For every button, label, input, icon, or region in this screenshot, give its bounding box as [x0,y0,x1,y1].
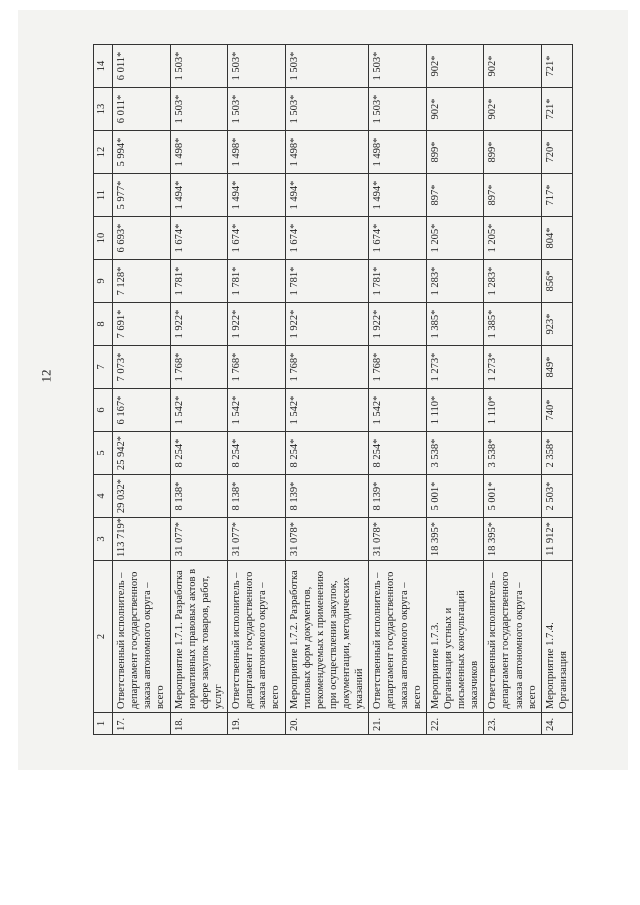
value-cell: 902* [484,45,542,88]
value-cell: 1 781* [285,260,369,303]
value-cell: 8 139* [285,475,369,518]
value-cell: 923* [541,303,572,346]
column-header: 2 [94,561,113,713]
column-header: 13 [94,88,113,131]
value-cell: 1 922* [170,303,228,346]
row-number: 20. [285,713,369,735]
value-cell: 902* [426,45,484,88]
value-cell: 856* [541,260,572,303]
value-cell: 1 542* [285,389,369,432]
column-header: 3 [94,518,113,561]
column-header: 8 [94,303,113,346]
value-cell: 6 011* [113,88,171,131]
table-header-row [94,45,113,735]
row-name: Мероприятие 1.7.3. Организация устных и письменных консультаций заказчиков [426,561,484,713]
row-number: 18. [170,713,228,735]
column-header: 6 [94,389,113,432]
value-cell: 720* [541,131,572,174]
value-cell: 721* [541,88,572,131]
value-cell: 897* [484,174,542,217]
value-cell: 1 542* [369,389,427,432]
value-cell: 6 693* [113,217,171,260]
row-number: 21. [369,713,427,735]
value-cell: 1 498* [228,131,286,174]
value-cell: 8 254* [170,432,228,475]
value-cell: 1 922* [285,303,369,346]
value-cell: 740* [541,389,572,432]
row-name: Мероприятие 1.7.2. Разработка типовых форм документов, рекомендуемых к применению при осуществлении закупок, документации, методических указаний [285,561,369,713]
column-header: 12 [94,131,113,174]
value-cell: 1 922* [369,303,427,346]
value-cell: 1 503* [170,45,228,88]
value-cell: 5 001* [484,475,542,518]
value-cell: 2 503* [541,475,572,518]
value-cell: 1 498* [170,131,228,174]
table-row [541,45,572,735]
value-cell: 1 781* [369,260,427,303]
value-cell: 721* [541,45,572,88]
value-cell: 1 768* [369,346,427,389]
value-cell: 29 032* [113,475,171,518]
value-cell: 1 768* [285,346,369,389]
table-row [369,45,427,735]
row-name: Мероприятие 1.7.4. Организация [541,561,572,713]
value-cell: 1 674* [228,217,286,260]
value-cell: 8 254* [285,432,369,475]
value-cell: 1 768* [170,346,228,389]
value-cell: 1 385* [426,303,484,346]
value-cell: 31 077* [170,518,228,561]
value-cell: 1 503* [228,45,286,88]
value-cell: 5 977* [113,174,171,217]
value-cell: 1 110* [484,389,542,432]
value-cell: 899* [484,131,542,174]
value-cell: 1 498* [285,131,369,174]
budget-table-rotated [93,45,569,735]
value-cell: 1 542* [228,389,286,432]
value-cell: 1 110* [426,389,484,432]
value-cell: 25 942* [113,432,171,475]
value-cell: 6 011* [113,45,171,88]
table-row [426,45,484,735]
value-cell: 8 254* [369,432,427,475]
table-body [113,45,573,735]
value-cell: 897* [426,174,484,217]
table-row [113,45,171,735]
value-cell: 1 542* [170,389,228,432]
value-cell: 1 674* [369,217,427,260]
value-cell: 1 494* [228,174,286,217]
value-cell: 899* [426,131,484,174]
value-cell: 1 922* [228,303,286,346]
value-cell: 7 128* [113,260,171,303]
table-row [228,45,286,735]
row-name: Мероприятие 1.7.1. Разработка нормативных правовых актов в сфере закупок товаров, работ, услуг [170,561,228,713]
row-name: Ответственный исполнитель – департамент государственного заказа автономного округа – всего [369,561,427,713]
value-cell: 1 385* [484,303,542,346]
row-number: 22. [426,713,484,735]
value-cell: 8 254* [228,432,286,475]
value-cell: 8 138* [170,475,228,518]
row-number: 17. [113,713,171,735]
value-cell: 31 078* [369,518,427,561]
value-cell: 1 768* [228,346,286,389]
value-cell: 7 691* [113,303,171,346]
value-cell: 3 538* [484,432,542,475]
value-cell: 11 912* [541,518,572,561]
column-header: 7 [94,346,113,389]
column-header: 1 [94,713,113,735]
value-cell: 18 395* [426,518,484,561]
table-row [484,45,542,735]
value-cell: 2 358* [541,432,572,475]
value-cell: 1 205* [484,217,542,260]
value-cell: 31 077* [228,518,286,561]
value-cell: 5 994* [113,131,171,174]
value-cell: 3 538* [426,432,484,475]
row-name: Ответственный исполнитель – департамент государственного заказа автономного округа – всего [484,561,542,713]
value-cell: 849* [541,346,572,389]
value-cell: 1 494* [285,174,369,217]
value-cell: 902* [426,88,484,131]
column-header: 5 [94,432,113,475]
value-cell: 1 273* [426,346,484,389]
value-cell: 1 503* [369,88,427,131]
value-cell: 1 494* [170,174,228,217]
value-cell: 1 781* [170,260,228,303]
value-cell: 1 283* [426,260,484,303]
column-header: 11 [94,174,113,217]
table-row [170,45,228,735]
row-number: 19. [228,713,286,735]
value-cell: 1 674* [170,217,228,260]
value-cell: 5 001* [426,475,484,518]
value-cell: 1 283* [484,260,542,303]
value-cell: 6 167* [113,389,171,432]
page-number: 12 [38,369,54,383]
value-cell: 7 073* [113,346,171,389]
value-cell: 1 503* [170,88,228,131]
column-header: 14 [94,45,113,88]
value-cell: 1 781* [228,260,286,303]
value-cell: 717* [541,174,572,217]
value-cell: 1 498* [369,131,427,174]
row-number: 24. [541,713,572,735]
row-name: Ответственный исполнитель – департамент государственного заказа автономного округа – всего [113,561,171,713]
column-header: 10 [94,217,113,260]
value-cell: 1 503* [228,88,286,131]
value-cell: 1 205* [426,217,484,260]
value-cell: 1 503* [369,45,427,88]
budget-table [93,44,573,735]
value-cell: 1 674* [285,217,369,260]
value-cell: 113 719* [113,518,171,561]
value-cell: 31 078* [285,518,369,561]
column-header: 9 [94,260,113,303]
value-cell: 902* [484,88,542,131]
value-cell: 1 494* [369,174,427,217]
value-cell: 804* [541,217,572,260]
table-row [285,45,369,735]
row-number: 23. [484,713,542,735]
column-header: 4 [94,475,113,518]
value-cell: 8 139* [369,475,427,518]
value-cell: 18 395* [484,518,542,561]
value-cell: 1 503* [285,88,369,131]
value-cell: 1 273* [484,346,542,389]
value-cell: 8 138* [228,475,286,518]
value-cell: 1 503* [285,45,369,88]
row-name: Ответственный исполнитель – департамент государственного заказа автономного округа – всего [228,561,286,713]
